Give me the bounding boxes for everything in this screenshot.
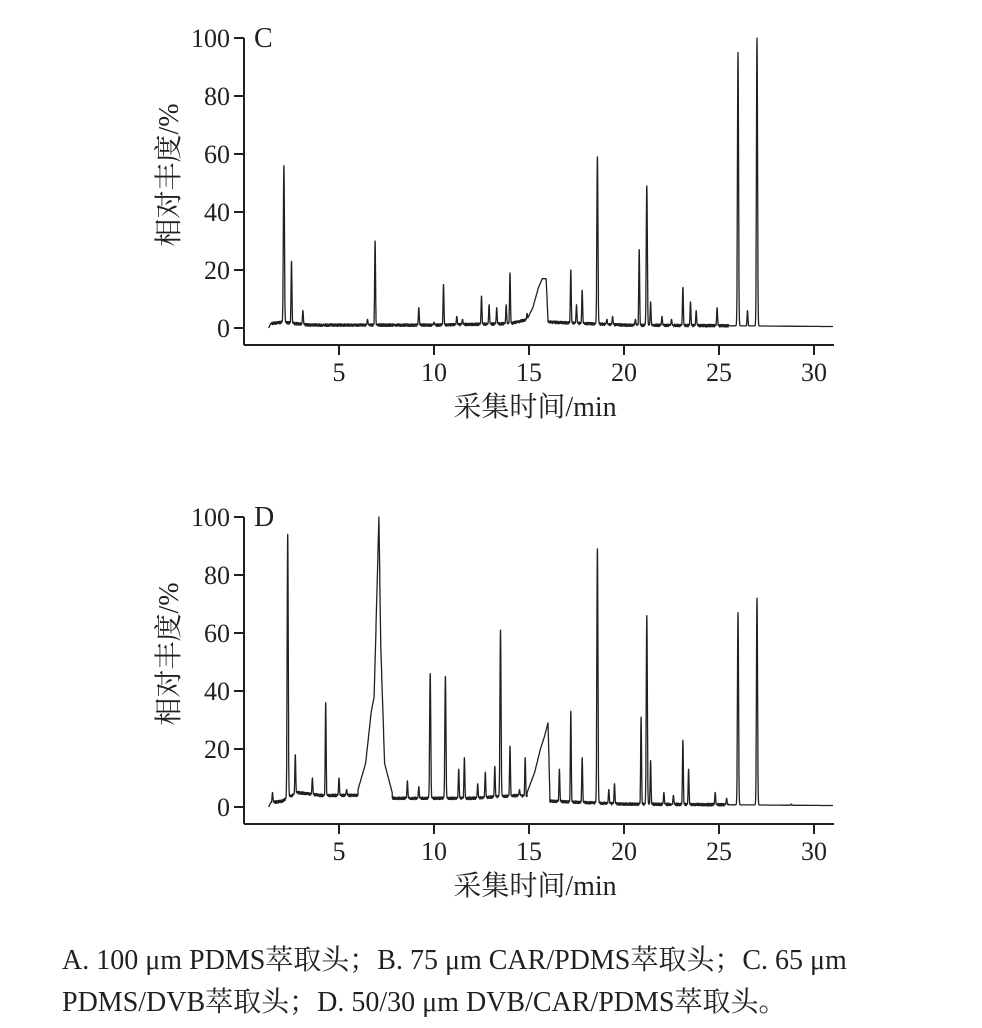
y-tick-label: 20 [204, 256, 230, 285]
caption-line-1: A. 100 μm PDMS萃取头；B. 75 μm CAR/PDMS萃取头；C. 65 μm [62, 945, 847, 976]
x-tick-label: 5 [332, 358, 346, 387]
y-tick-label: 0 [217, 793, 230, 822]
panel-label: D [254, 502, 275, 533]
x-tick-label: 20 [611, 837, 637, 866]
chromatogram-trace [269, 38, 833, 328]
y-tick-label: 100 [191, 24, 230, 53]
x-tick-label: 30 [801, 358, 827, 387]
x-tick-label: 10 [421, 837, 447, 866]
x-tick-label: 15 [516, 837, 542, 866]
figure-caption [62, 940, 962, 1024]
y-tick-label: 40 [204, 677, 230, 706]
chromatogram-trace [269, 517, 833, 807]
chart-panel-c [153, 23, 834, 423]
y-tick-label: 100 [191, 503, 230, 532]
x-tick-label: 10 [421, 358, 447, 387]
x-tick-label: 15 [516, 358, 542, 387]
panel-label: C [254, 23, 273, 54]
y-tick-label: 40 [204, 198, 230, 227]
x-tick-label: 20 [611, 358, 637, 387]
caption-line-2: PDMS/DVB萃取头；D. 50/30 μm DVB/CAR/PDMS萃取头。 [62, 987, 787, 1018]
x-axis-title: 采集时间/min [453, 871, 617, 902]
x-tick-label: 25 [706, 358, 732, 387]
x-axis-title: 采集时间/min [453, 392, 617, 423]
y-axis-title: 相对丰度/% [154, 582, 185, 726]
y-tick-label: 60 [204, 140, 230, 169]
x-tick-label: 30 [801, 837, 827, 866]
x-tick-label: 5 [332, 837, 346, 866]
y-tick-label: 80 [204, 561, 230, 590]
x-tick-label: 25 [706, 837, 732, 866]
y-tick-label: 80 [204, 82, 230, 111]
y-tick-label: 60 [204, 619, 230, 648]
y-axis-title: 相对丰度/% [154, 103, 185, 247]
chart-panel-d [153, 502, 834, 902]
y-tick-label: 20 [204, 735, 230, 764]
y-tick-label: 0 [217, 314, 230, 343]
